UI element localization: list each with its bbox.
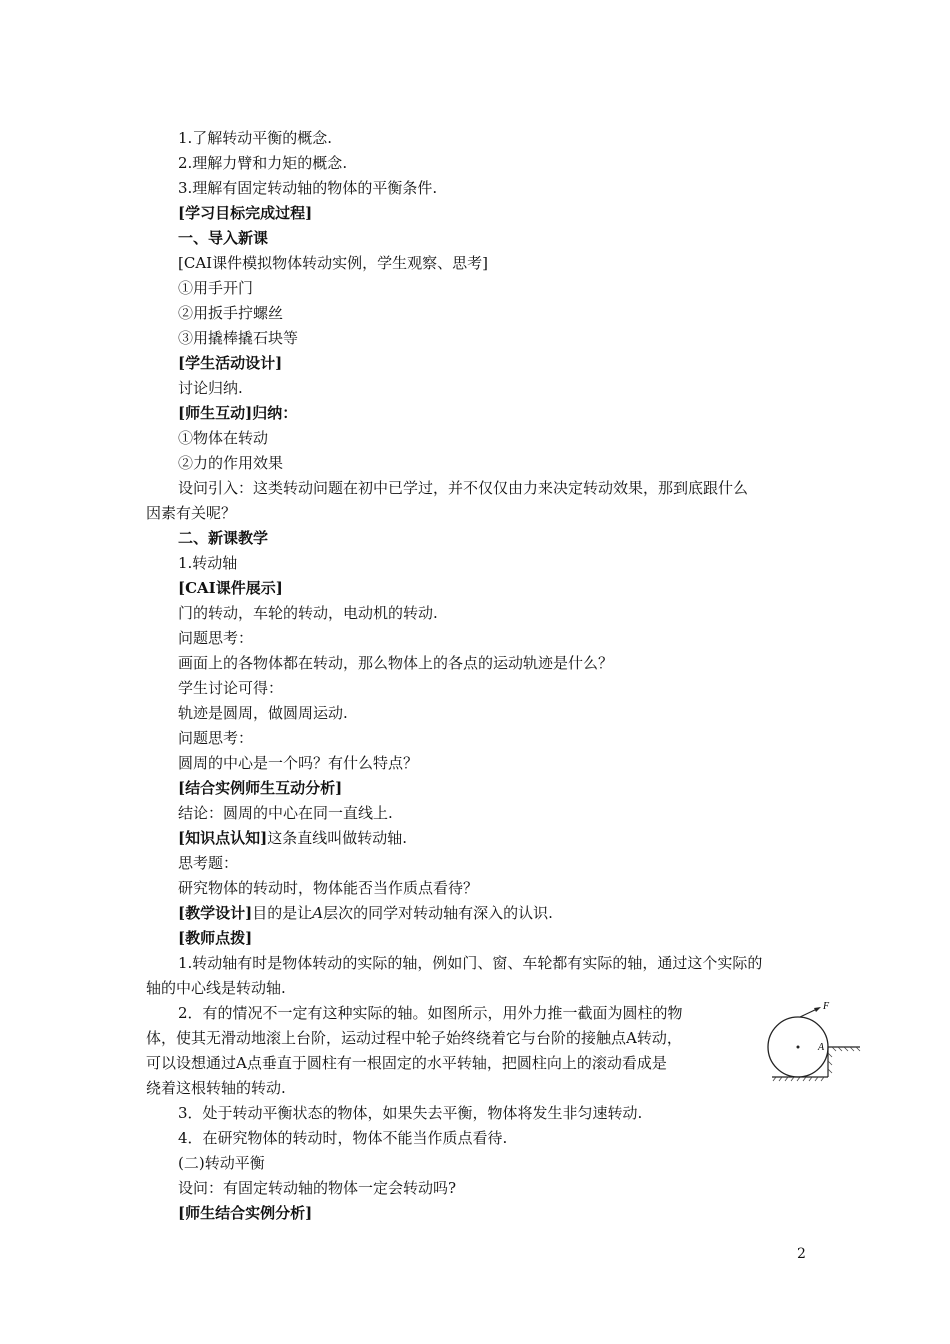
design-tag: [教学设计] xyxy=(178,904,253,922)
objective-2: 2.理解力臂和力矩的概念. xyxy=(178,154,348,172)
discuss-label: 学生讨论可得： xyxy=(178,679,284,697)
force-arrowhead xyxy=(814,1007,821,1012)
design-text-b: 层次的同学对转动轴有深入的认识. xyxy=(323,904,553,922)
knowledge-text: 这条直线叫做转动轴. xyxy=(267,829,407,847)
example-3: ③用撬棒撬石块等 xyxy=(178,329,299,347)
point4: 4．在研究物体的转动时，物体不能当作质点看待. xyxy=(178,1129,508,1147)
step-outline xyxy=(828,1047,860,1077)
knowledge-tag: [知识点认知] xyxy=(178,829,268,847)
activity-text: 讨论归纳. xyxy=(178,379,243,397)
design-text-a: 目的是让 xyxy=(252,904,313,922)
think-text: 研究物体的转动时，物体能否当作质点看待？ xyxy=(178,879,479,897)
question-text-2: 圆周的中心是一个吗？有什么特点？ xyxy=(178,754,419,772)
point1-line2: 轴的中心线是转动轴. xyxy=(146,979,286,997)
question-line-1: 设问引入：这类转动问题在初中已学过，并不仅仅由力来决定转动效果，那到底跟什么 xyxy=(178,479,749,497)
point1-line1: 1.转动轴有时是物体转动的实际的轴，例如门、窗、车轮都有实际的轴，通过这个实际的 xyxy=(178,954,763,972)
force-label: F xyxy=(823,1001,830,1012)
section1-heading: 一、导入新课 xyxy=(178,229,269,247)
design-text-italic: A xyxy=(312,904,324,922)
knowledge-line xyxy=(178,828,407,848)
objective-1: 1.了解转动平衡的概念. xyxy=(178,129,333,147)
summary-2: ②力的作用效果 xyxy=(178,454,284,472)
interaction-heading: [师生互动]归纳： xyxy=(178,404,298,422)
page-number: 2 xyxy=(797,1246,806,1262)
point-a-label: A xyxy=(818,1042,825,1053)
summary-1: ①物体在转动 xyxy=(178,429,269,447)
step-hatch xyxy=(828,1047,860,1073)
point2-line2: 体，使其无滑动地滚上台阶，运动过程中轮子始终绕着它与台阶的接触点A转动， xyxy=(146,1029,682,1047)
point2-line3: 可以设想通过A点垂直于圆柱有一根固定的水平转轴，把圆柱向上的滚动看成是 xyxy=(146,1054,667,1072)
question-label-2: 问题思考： xyxy=(178,729,254,747)
objective-3: 3.理解有固定转动轴的物体的平衡条件. xyxy=(178,179,438,197)
point2-line4: 绕着这根转轴的转动. xyxy=(146,1079,286,1097)
subsection-balance: (二)转动平衡 xyxy=(178,1154,265,1172)
analysis-heading: [结合实例师生互动分析] xyxy=(178,779,343,797)
teacher-tag: [教师点拨] xyxy=(178,929,253,947)
ask-text: 设问：有固定转动轴的物体一定会转动吗? xyxy=(178,1179,457,1197)
think-label: 思考题： xyxy=(178,854,239,872)
activity-heading: [学生活动设计] xyxy=(178,354,283,372)
example-2: ②用扳手拧螺丝 xyxy=(178,304,284,322)
center-dot xyxy=(797,1046,800,1049)
process-heading: [学习目标完成过程] xyxy=(178,204,313,222)
question-text-1: 画面上的各物体都在转动，那么物体上的各点的运动轨迹是什么？ xyxy=(178,654,614,672)
subsection-axis: 1.转动轴 xyxy=(178,554,238,572)
point2-line1: 2．有的情况不一定有这种实际的轴。如图所示，用外力推一截面为圆柱的物 xyxy=(178,1004,683,1022)
conclusion: 结论：圆周的中心在同一直线上. xyxy=(178,804,393,822)
cai-show-heading: [CAI课件展示] xyxy=(178,579,283,597)
design-line xyxy=(178,903,553,923)
cai-note: [CAI课件模拟物体转动实例，学生观察、思考] xyxy=(178,254,488,272)
point3: 3．处于转动平衡状态的物体，如果失去平衡，物体将发生非匀速转动. xyxy=(178,1104,643,1122)
show-text: 门的转动，车轮的转动，电动机的转动. xyxy=(178,604,438,622)
question-label-1: 问题思考： xyxy=(178,629,254,647)
example-1: ①用手开门 xyxy=(178,279,254,297)
discuss-text: 轨迹是圆周，做圆周运动. xyxy=(178,704,348,722)
question-line-2: 因素有关呢？ xyxy=(146,504,237,522)
cylinder-step-figure xyxy=(764,998,864,1082)
final-heading: [师生结合实例分析] xyxy=(178,1204,313,1222)
section2-heading: 二、新课教学 xyxy=(178,529,269,547)
